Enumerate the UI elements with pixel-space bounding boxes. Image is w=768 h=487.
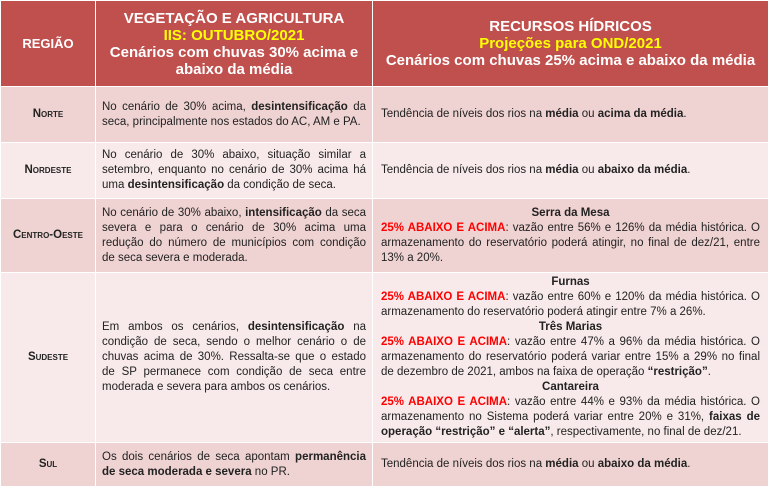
- row-nordeste: [1, 143, 768, 199]
- region-nordeste: Nordeste: [1, 143, 96, 199]
- veg-sul: Os dois cenários de seca apontam permanência de seca moderada e severa no PR.: [96, 443, 373, 487]
- water-description: Cenários com chuvas 25% acima e abaixo da média: [377, 52, 764, 69]
- water-resources-header: [373, 1, 768, 87]
- water-nordeste: Tendência de níveis dos rios na média ou abaixo da média.: [373, 143, 768, 199]
- water-centro-oeste: Serra da Mesa 25% ABAIXO E ACIMA: vazão entre 56% e 126% da média histórica. O armazenamento do reservatório poderá atingir, no final de dez/21, entre 13% a 20%.: [373, 199, 768, 273]
- veg-norte: No cenário de 30% acima, desintensificação da seca, principalmente nos estados do AC, AM e PA.: [96, 87, 373, 143]
- reservoir-cantareira: Cantareira: [381, 380, 760, 395]
- vegetation-subtitle: IIS: OUTUBRO/2021: [100, 27, 368, 44]
- row-sudeste: [1, 273, 768, 443]
- scenario-label: 25% ABAIXO E ACIMA: [381, 291, 505, 303]
- region-norte: Norte: [1, 87, 96, 143]
- water-subtitle: Projeções para OND/2021: [377, 35, 764, 52]
- row-centro-oeste: [1, 199, 768, 273]
- water-norte: Tendência de níveis dos rios na média ou acima da média.: [373, 87, 768, 143]
- vegetation-header: [96, 1, 373, 87]
- reservoir-tres-marias: Três Marias: [381, 320, 760, 335]
- water-title: RECURSOS HÍDRICOS: [377, 18, 764, 35]
- header-row: [1, 1, 768, 87]
- veg-nordeste: No cenário de 30% abaixo, situação similar a setembro, enquanto no cenário de 30% acima há uma desintensificação da condição de seca.: [96, 143, 373, 199]
- veg-centro-oeste: No cenário de 30% abaixo, intensificação da seca severa e para o cenário de 30% acima uma redução do número de municípios com condição de seca severa e moderada.: [96, 199, 373, 273]
- reservoir-furnas: Furnas: [381, 275, 760, 290]
- scenario-label: 25% ABAIXO E ACIMA: [381, 222, 505, 234]
- scenario-label: 25% ABAIXO E ACIMA: [381, 396, 507, 408]
- vegetation-title: VEGETAÇÃO E AGRICULTURA: [100, 10, 368, 27]
- region-sudeste: Sudeste: [1, 273, 96, 443]
- water-sudeste: Furnas 25% ABAIXO E ACIMA: vazão entre 60% e 120% da média histórica. O armazenamento do reservatório poderá atingir entre 7% a 26%. Três Marias 25% ABAIXO E ACIMA: vazão entre 47% a 96% da média histórica. O armazenamento do reservatório poderá variar entre 15% a 29% no final de dezembro de 2021, ambos na faixa de operação “restrição”. Cantareira 25% ABAIXO E ACIMA: vazão entre 44% e 93% da média histórica. O armazenamento no Sistema poderá variar entre 20% e 31%, faixas de operação “restrição” e “alerta”, respectivamente, no final de dez/21.: [373, 273, 768, 443]
- region-header: REGIÃO: [1, 1, 96, 87]
- region-centro-oeste: Centro-Oeste: [1, 199, 96, 273]
- row-norte: [1, 87, 768, 143]
- region-sul: Sul: [1, 443, 96, 487]
- veg-sudeste: Em ambos os cenários, desintensificação na condição de seca, sendo o melhor cenário o de chuvas acima de 30%. Ressalta-se que o estado de SP permanece com condição de seca entre moderada e severa para ambos os cenários.: [96, 273, 373, 443]
- vegetation-description: Cenários com chuvas 30% acima e abaixo da média: [100, 44, 368, 78]
- reservoir-serra-da-mesa: Serra da Mesa: [381, 206, 760, 221]
- scenario-label: 25% ABAIXO E ACIMA: [381, 336, 507, 348]
- water-sul: Tendência de níveis dos rios na média ou abaixo da média.: [373, 443, 768, 487]
